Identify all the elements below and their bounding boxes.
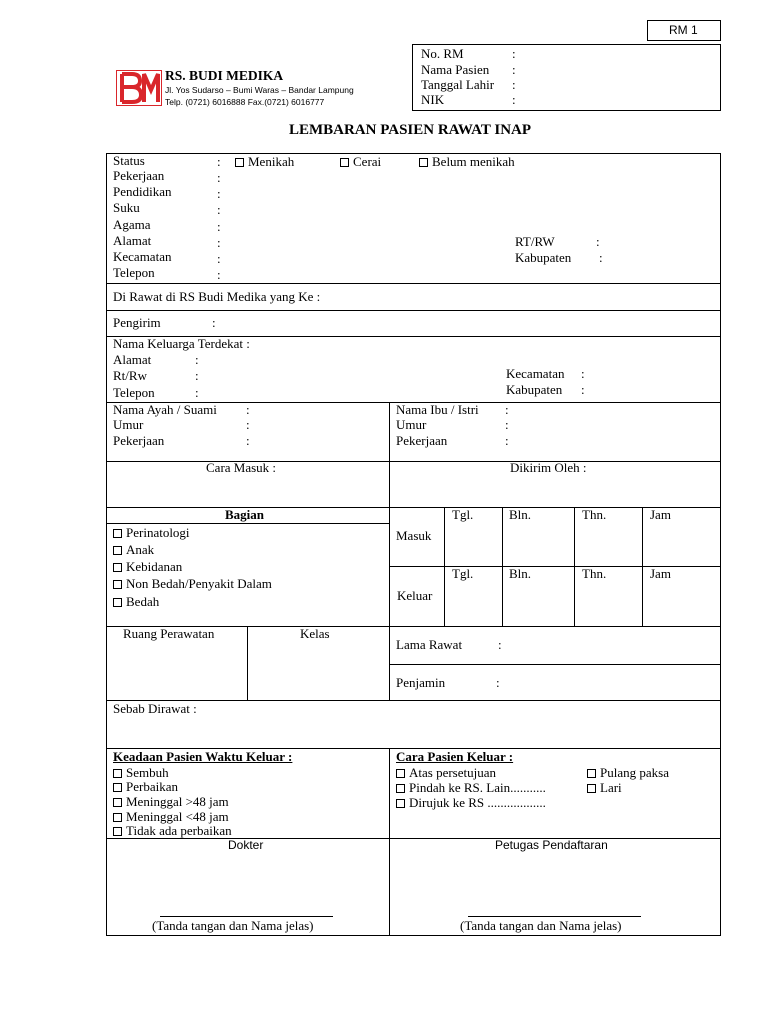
colon-nama-ayah: : [246,402,250,417]
checkbox-icon [340,158,349,167]
keadaan-option-tidak-ada-perbaikan[interactable]: Tidak ada perbaikan [113,823,232,839]
masuk-bln: Bln. [509,507,532,522]
label-umur-ibu: Umur [396,417,427,432]
label-ruang-perawatan: Ruang Perawatan [123,626,215,641]
nama-pasien-label: Nama Pasien [421,62,490,77]
colon-rt-rw: : [596,234,600,249]
label-status: Status [113,153,145,168]
masuk-tgl: Tgl. [452,507,474,522]
hospital-name: RS. BUDI MEDIKA [165,68,284,83]
colon-kecamatan: : [217,251,221,266]
colon-telepon: : [217,267,221,282]
hospital-logo [116,70,162,106]
label-dirawat-ke: Di Rawat di RS Budi Medika yang Ke : [113,289,321,304]
bagian-option-non-bedah[interactable]: Non Bedah/Penyakit Dalam [113,576,272,592]
checkbox-icon [113,563,122,572]
keadaan-option-sembuh[interactable]: Sembuh [113,765,169,781]
label-umur-ayah: Umur [113,417,144,432]
page-title: LEMBARAN PASIEN RAWAT INAP [288,122,532,138]
label-dikirim-oleh: Dikirim Oleh : [510,460,587,475]
label-sebab-dirawat: Sebab Dirawat : [113,701,197,716]
keadaan-option-meninggal-kurang[interactable]: Meninggal <48 jam [113,809,229,825]
label-pekerjaan-ayah: Pekerjaan [113,433,165,448]
checkbox-icon [587,769,596,778]
colon-nama-ibu: : [505,402,509,417]
hospital-address: Jl. Yos Sudarso – Bumi Waras – Bandar Lampung [165,85,354,95]
colon-umur-ibu: : [505,417,509,432]
colon-status: : [217,154,221,169]
checkbox-icon [235,158,244,167]
checkbox-icon [113,529,122,538]
colon-keluarga-kabupaten: : [581,382,585,397]
colon-agama: : [217,219,221,234]
label-bagian: Bagian [225,507,265,522]
label-kecamatan: Kecamatan [113,249,172,264]
checkbox-icon [419,158,428,167]
label-masuk: Masuk [396,528,432,543]
keluar-tgl: Tgl. [452,566,474,581]
colon-penjamin: : [496,675,500,690]
nik-label: NIK [421,92,445,107]
checkbox-icon [113,580,122,589]
checkbox-icon [396,799,405,808]
checkbox-icon [396,784,405,793]
label-kabupaten: Kabupaten [515,250,572,265]
colon-umur-ayah: : [246,417,250,432]
label-pekerjaan-ibu: Pekerjaan [396,433,448,448]
keluar-bln: Bln. [509,566,532,581]
tanggal-lahir-label: Tanggal Lahir [421,77,495,92]
checkbox-icon [587,784,596,793]
checkbox-icon [113,546,122,555]
no-rm-label: No. RM [421,46,464,61]
colon-pekerjaan: : [217,170,221,185]
checkbox-icon [113,798,122,807]
checkbox-icon [113,769,122,778]
no-rm-colon: : [512,46,516,61]
tanggal-lahir-colon: : [512,77,516,92]
label-rt-rw: RT/RW [515,234,555,249]
bagian-option-kebidanan[interactable]: Kebidanan [113,559,182,575]
label-nama-ayah: Nama Ayah / Suami [113,402,217,417]
status-option-cerai[interactable]: Cerai [340,154,381,170]
label-keluarga-telepon: Telepon [113,385,155,400]
label-keluarga-alamat: Alamat [113,352,152,367]
status-option-belum-menikah[interactable]: Belum menikah [419,154,515,170]
label-keadaan-heading: Keadaan Pasien Waktu Keluar : [113,749,293,764]
keluar-thn: Thn. [582,566,607,581]
label-nama-ibu: Nama Ibu / Istri [396,402,479,417]
colon-pekerjaan-ayah: : [246,433,250,448]
keluar-jam: Jam [650,566,671,581]
bagian-option-bedah[interactable]: Bedah [113,594,159,610]
label-pendidikan: Pendidikan [113,184,172,199]
petugas-signature-caption: (Tanda tangan dan Nama jelas) [460,918,622,933]
label-penjamin: Penjamin [396,675,446,690]
checkbox-icon [113,813,122,822]
dokter-signature-line [160,916,333,917]
colon-keluarga-alamat: : [195,352,199,367]
colon-keluarga-kecamatan: : [581,366,585,381]
label-petugas: Petugas Pendaftaran [495,838,608,852]
nama-pasien-colon: : [512,62,516,77]
form-code: RM 1 [669,23,698,37]
cara-keluar-option-atas-persetujuan[interactable]: Atas persetujuan [396,765,496,781]
keadaan-option-meninggal-lebih[interactable]: Meninggal >48 jam [113,794,229,810]
label-pekerjaan: Pekerjaan [113,168,165,183]
cara-keluar-option-pulang-paksa[interactable]: Pulang paksa [587,765,669,781]
label-keluarga-kecamatan: Kecamatan [506,366,565,381]
colon-kabupaten: : [599,250,603,265]
petugas-signature-line [468,916,641,917]
label-keluarga-heading: Nama Keluarga Terdekat : [113,336,250,351]
colon-alamat: : [217,235,221,250]
bagian-option-perinatologi[interactable]: Perinatologi [113,525,190,541]
colon-suku: : [217,202,221,217]
masuk-jam: Jam [650,507,671,522]
label-keluarga-rtrw: Rt/Rw [113,368,147,383]
checkbox-icon [396,769,405,778]
label-keluar: Keluar [397,588,433,603]
nik-colon: : [512,92,516,107]
checkbox-icon [113,598,122,607]
dokter-signature-caption: (Tanda tangan dan Nama jelas) [152,918,314,933]
masuk-thn: Thn. [582,507,607,522]
label-kelas: Kelas [300,626,330,641]
colon-keluarga-telepon: : [195,385,199,400]
label-cara-masuk: Cara Masuk : [206,460,277,475]
colon-pendidikan: : [217,186,221,201]
colon-pengirim: : [212,315,216,330]
colon-pekerjaan-ibu: : [505,433,509,448]
keadaan-option-perbaikan[interactable]: Perbaikan [113,779,178,795]
colon-keluarga-rtrw: : [195,368,199,383]
label-keluarga-kabupaten: Kabupaten [506,382,563,397]
label-pengirim: Pengirim [113,315,161,330]
hospital-phone: Telp. (0721) 6016888 Fax.(0721) 6016777 [165,97,325,107]
label-alamat: Alamat [113,233,152,248]
cara-keluar-option-lari[interactable]: Lari [587,780,622,796]
label-suku: Suku [113,200,140,215]
label-cara-keluar-heading: Cara Pasien Keluar : [396,749,514,764]
label-telepon: Telepon [113,265,155,280]
bagian-option-anak[interactable]: Anak [113,542,154,558]
cara-keluar-option-pindah[interactable]: Pindah ke RS. Lain........... [396,780,546,796]
colon-lama-rawat: : [498,637,502,652]
checkbox-icon [113,827,122,836]
label-lama-rawat: Lama Rawat [396,637,463,652]
label-dokter: Dokter [228,838,264,852]
status-option-menikah[interactable]: Menikah [235,154,294,170]
label-agama: Agama [113,217,151,232]
checkbox-icon [113,783,122,792]
cara-keluar-option-dirujuk[interactable]: Dirujuk ke RS .................. [396,795,546,811]
